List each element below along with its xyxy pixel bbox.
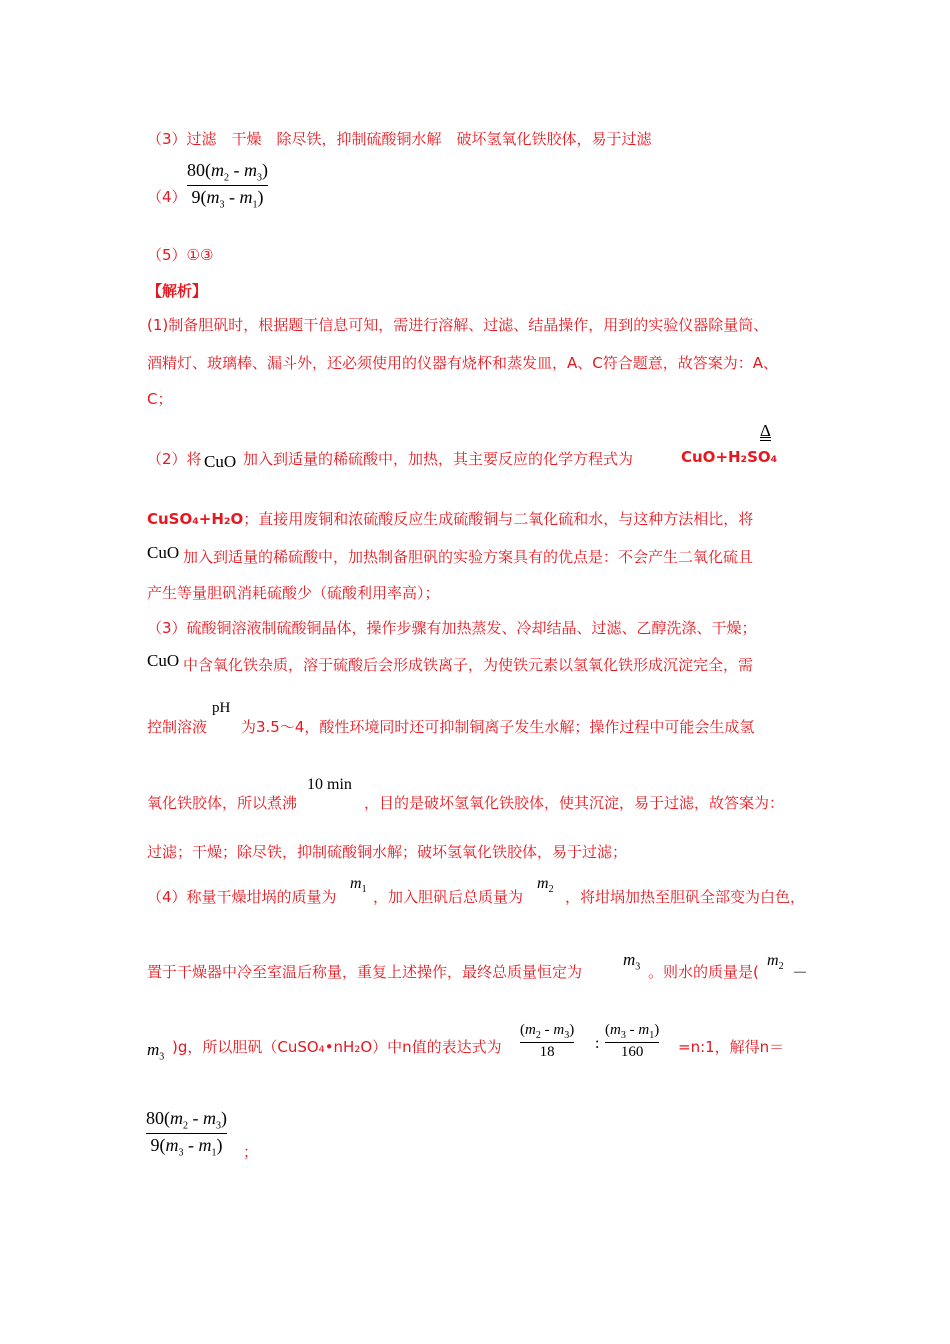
ratio-fraction-a: $(m_2 - m_3)$ 18 [520,1022,575,1060]
var-m1: $m_1$ [350,875,367,896]
var-m3-b: $m_3$ [147,1040,165,1063]
p2-line1-b: 加入到适量的稀硫酸中，加热，其主要反应的化学方程式为 [243,450,634,468]
p1-line1: (1)制备胆矾时，根据题干信息可知，需进行溶解、过滤、结晶操作，用到的实验仪器除量筒、 [147,316,769,334]
p3-line4-b: ，目的是破坏氢氧化铁胶体，使其沉淀，易于过滤，故答案为： [364,794,785,812]
formula-cuo-1: CuO [204,452,237,471]
p2-line4: 产生等量胆矾消耗硫酸少（硫酸利用率高）； [147,584,440,602]
p3-line1: （3）硫酸铜溶液制硫酸铜晶体，操作步骤有加热蒸发、冷却结晶、过滤、乙醇洗涤、干燥； [147,619,757,637]
answer-3: （3）过滤 干燥 除尽铁，抑制硫酸铜水解 破坏氢氧化铁胶体，易于过滤 [147,130,652,148]
ratio-fraction-b: $(m_3 - m_1)$ 160 [605,1022,660,1060]
p4-line1-b: ，加入胆矾后总质量为 [373,888,524,906]
minus-sign: － [792,965,809,982]
formula-ph: pH [212,700,231,716]
ratio-colon: : [595,1035,600,1052]
delta-symbol: Δ [760,421,771,440]
p4-line3-b: =n:1，解得n＝ [678,1038,785,1056]
p4-line2-a: 置于干燥器中冷至室温后称量，重复上述操作，最终总质量恒定为 [147,963,583,981]
p3-line3-b: 为3.5～4，酸性环境同时还可抑制铜离子发生水解；操作过程中可能会生成氢 [241,718,755,736]
result-fraction: $80(m_2 - m_3)$ $9(m_3 - m_1)$ [146,1108,227,1159]
p2-line3: 加入到适量的稀硫酸中，加热制备胆矾的实验方案具有的优点是：不会产生二氧化硫且 [183,548,754,566]
p3-line4-a: 氧化铁胶体，所以煮沸 [147,794,298,812]
answer-4-label: （4） [147,188,187,206]
p4-line3-a: )g，所以胆矾（CuSO₄•nH₂O）中n值的表达式为 [172,1038,502,1056]
formula-cuo-3: CuO [147,651,180,670]
var-m3-a: $m_3$ [623,950,641,973]
analysis-header: 【解析】 [147,282,208,300]
p1-line3: C； [147,390,173,408]
p1-line2: 酒精灯、玻璃棒、漏斗外，还必须使用的仪器有烧杯和蒸发皿，A、C符合题意，故答案为：A、 [147,354,779,372]
p2-line1-a: （2）将 [147,450,202,468]
var-m2-a: $m_2$ [537,875,554,896]
p3-line3-a: 控制溶液 [147,718,208,736]
formula-ten-min: 10 min [307,776,352,793]
p2-line2: ；直接用废铜和浓硫酸反应生成硫酸铜与二氧化硫和水，与这种方法相比，将 [243,510,754,528]
equation-right: CuSO₄+H₂O [147,510,244,528]
formula-cuo-2: CuO [147,543,180,562]
equation-left: CuO+H₂SO₄ [681,448,778,466]
answer-5: （5）①③ [147,246,214,264]
p3-line2: 中含氧化铁杂质，溶于硫酸后会形成铁离子，为使铁元素以氢氧化铁形成沉淀完全，需 [183,656,754,674]
fraction-numerator: $80(m_2 - m_3)$ [187,160,268,184]
p3-line5: 过滤；干燥；除尽铁，抑制硫酸铜水解；破坏氢氧化铁胶体，易于过滤； [147,843,628,861]
fraction-denominator: $9(m_3 - m_1)$ [191,186,264,211]
answer-4-fraction [187,160,268,210]
p4-line1-a: （4）称量干燥坩埚的质量为 [147,888,337,906]
p4-line1-c: ，将坩埚加热至胆矾全部变为白色， [565,888,806,906]
p4-line2-b: 。则水的质量是( [648,963,759,981]
var-m2-b: $m_2$ [767,952,784,973]
p4-end: ； [243,1143,259,1161]
